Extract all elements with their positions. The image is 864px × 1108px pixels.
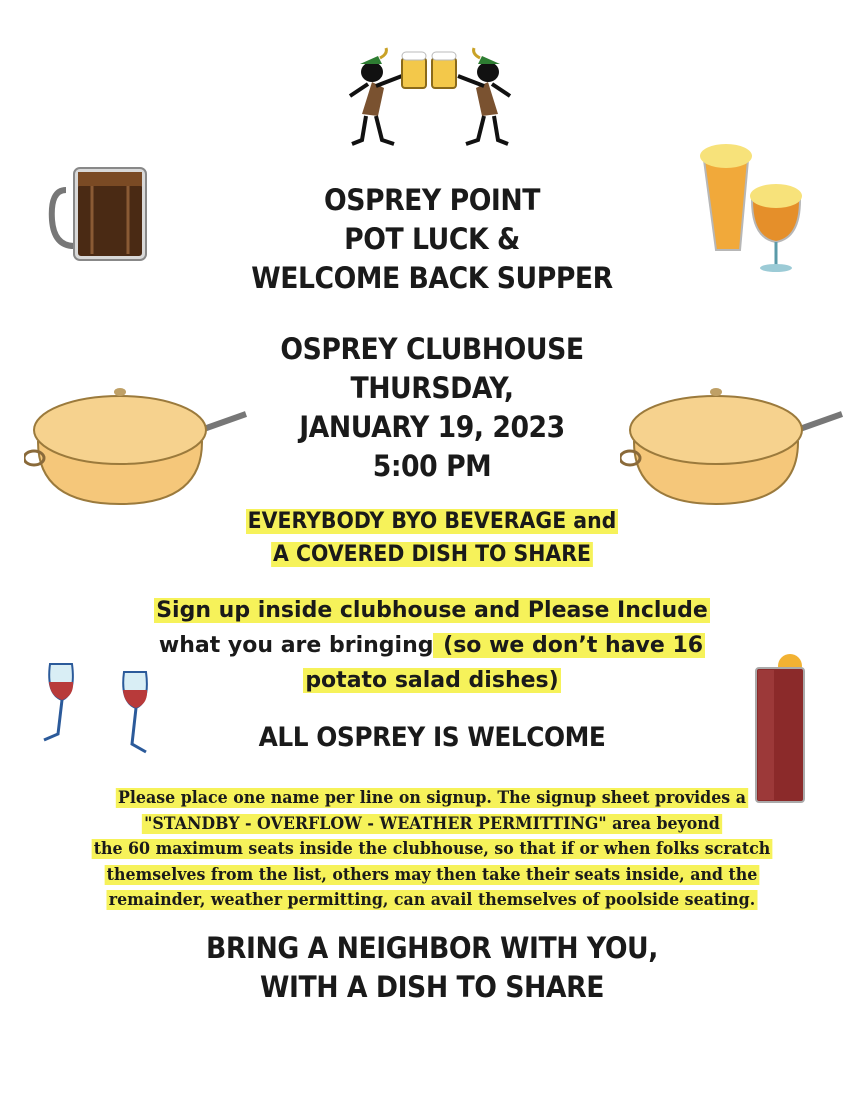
event-day: THURSDAY, [350, 371, 514, 405]
notice-line-5: remainder, weather permitting, can avail themselves of poolside seating. [108, 890, 756, 910]
event-details [35, 330, 830, 486]
notice-line-1: Please place one name per line on signup. The signup sheet provides a [118, 788, 746, 808]
signup-notice [0, 593, 864, 698]
event-date: JANUARY 19, 2023 [299, 410, 565, 444]
title-line-2: POT LUCK & [344, 222, 520, 256]
event-venue: OSPREY CLUBHOUSE [280, 332, 584, 366]
signup-rules-notice [30, 786, 834, 914]
closing-line-1: BRING A NEIGHBOR WITH YOU, [206, 931, 658, 965]
welcome-text: ALL OSPREY IS WELCOME [258, 722, 606, 753]
signup-line-1: Sign up inside clubhouse and Please Include [156, 598, 708, 623]
byo-line-2: A COVERED DISH TO SHARE [273, 542, 591, 567]
notice-line-2: "STANDBY - OVERFLOW - WEATHER PERMITTING" area beyond [144, 813, 720, 834]
title-line-3: WELCOME BACK SUPPER [251, 261, 613, 295]
event-title [35, 181, 830, 298]
notice-line-4: themselves from the list, others may then take their seats inside, and the [106, 864, 758, 885]
byo-notice [30, 505, 834, 571]
welcome-heading [35, 718, 830, 757]
signup-line-3: potato salad dishes) [305, 668, 559, 693]
title-line-1: OSPREY POINT [324, 183, 540, 217]
signup-line-2b: (so we don’t have 16 [435, 633, 704, 658]
notice-line-3: the 60 maximum seats inside the clubhouse, so that if or when folks scratch [93, 839, 771, 859]
closing-message [35, 929, 830, 1007]
signup-line-2a: what you are bringing [158, 633, 434, 658]
closing-line-2: WITH A DISH TO SHARE [260, 970, 604, 1004]
byo-line-1: EVERYBODY BYO BEVERAGE and [247, 509, 617, 534]
dancing-men-beer-icon [332, 44, 528, 160]
event-time: 5:00 PM [372, 449, 492, 483]
